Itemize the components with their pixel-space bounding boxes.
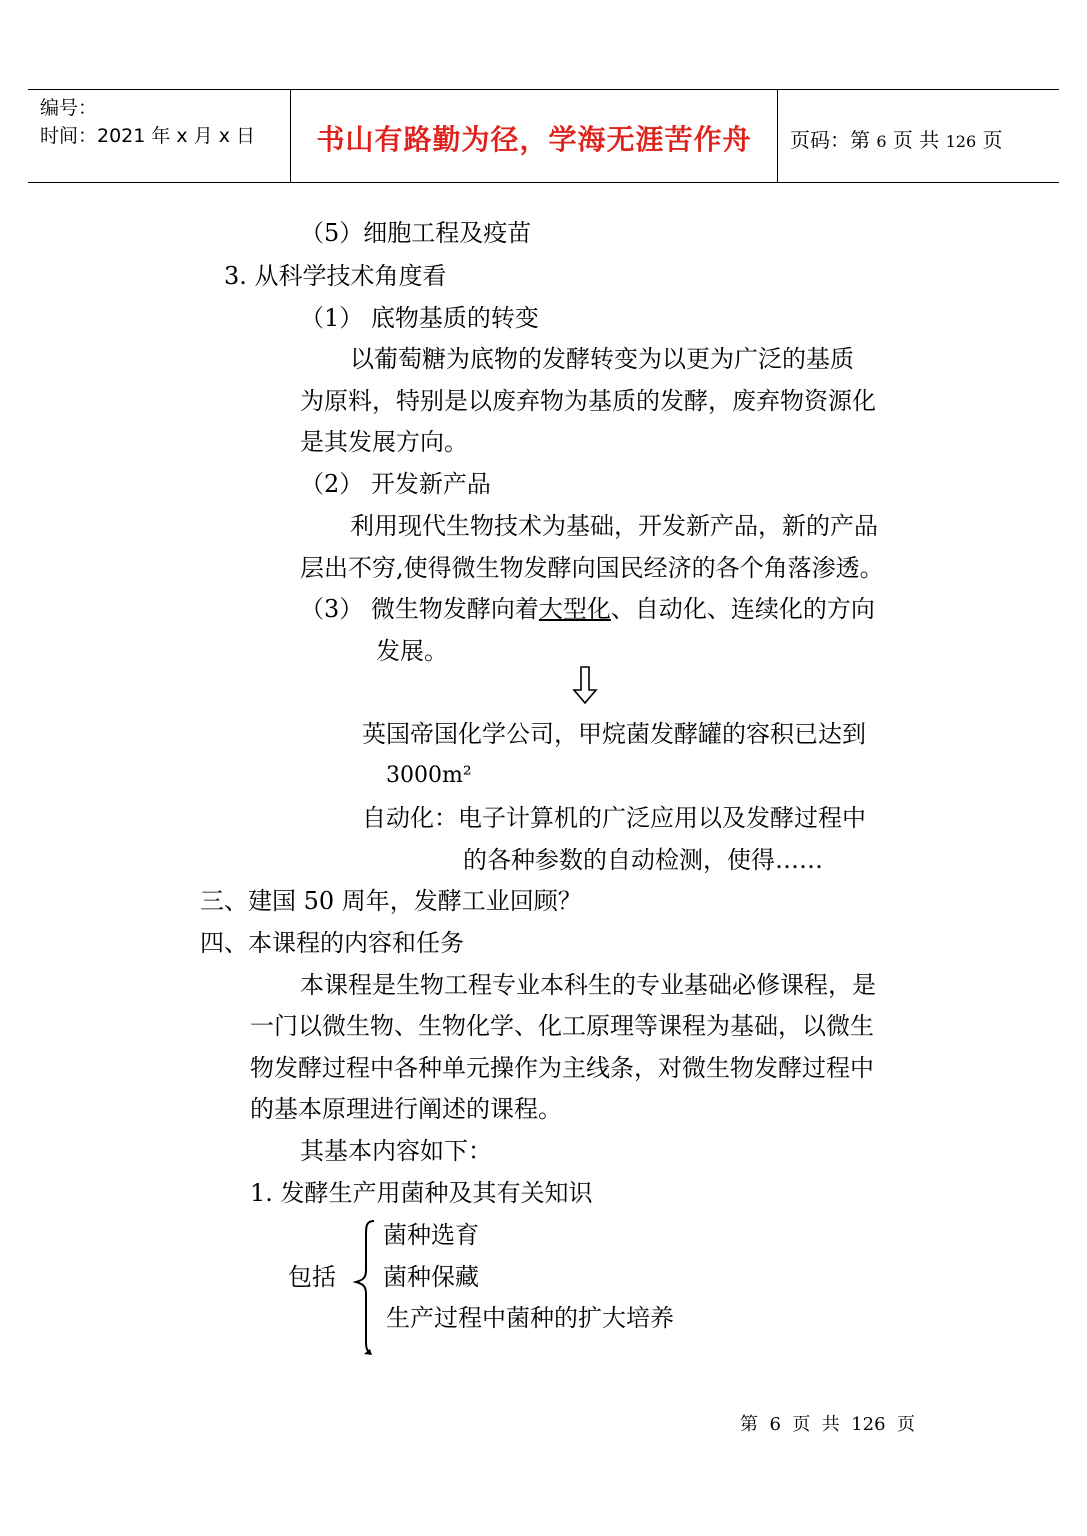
- line-cell-engineering: （5）细胞工程及疫苗: [300, 219, 532, 247]
- down-arrow-icon: [572, 666, 598, 704]
- header-top-rule: [28, 89, 1059, 90]
- para-new-product-2: 层出不穷,使得微生物发酵向国民经济的各个角落渗透。: [300, 554, 884, 582]
- header-bottom-rule: [28, 182, 1059, 183]
- page-suffix: 页: [982, 128, 1003, 152]
- header-motto: 书山有路勤为径，学海无涯苦作舟: [316, 123, 752, 156]
- sub-item-preservation: 菌种保藏: [383, 1263, 479, 1291]
- section-four-heading: 四、本课程的内容和任务: [200, 929, 464, 957]
- line-sci-tech-heading: 3. 从科学技术角度看: [224, 262, 447, 290]
- header-info: [40, 94, 255, 150]
- para-substrate-2: 为原料，特别是以废弃物为基质的发酵，废弃物资源化: [300, 387, 876, 415]
- para-course-2: 一门以微生物、生物化学、化工原理等课程为基础，以微生: [250, 1012, 874, 1040]
- trend-underlined: 大型化: [538, 595, 611, 623]
- line-substrate-heading: （1） 底物基质的转变: [300, 304, 539, 332]
- header-page-info: [790, 124, 1003, 153]
- line-content-intro: 其基本内容如下：: [300, 1137, 492, 1165]
- page-number: 6: [876, 132, 887, 151]
- sub-item-breeding: 菌种选育: [383, 1221, 479, 1249]
- trend-prefix: （3） 微生物发酵向着: [300, 595, 539, 623]
- page-mid: 页 共: [892, 128, 940, 152]
- para-course-1: 本课程是生物工程专业本科生的专业基础必修课程，是: [300, 971, 876, 999]
- code-label: 编号：: [40, 97, 98, 119]
- label-includes: 包括: [288, 1263, 336, 1291]
- para-course-4: 的基本原理进行阐述的课程。: [250, 1095, 562, 1123]
- header-divider-left: [290, 90, 291, 182]
- para-new-product-1: 利用现代生物技术为基础，开发新产品，新的产品: [350, 512, 878, 540]
- time-label: 时间：2021 年 x 月 x 日: [40, 125, 256, 147]
- line-item-1: 1. 发酵生产用菌种及其有关知识: [250, 1179, 593, 1207]
- line-volume: 3000m²: [386, 763, 472, 788]
- para-course-3: 物发酵过程中各种单元操作为主线条，对微生物发酵过程中: [250, 1054, 874, 1082]
- section-three-heading: 三、建国 50 周年，发酵工业回顾？: [200, 887, 582, 915]
- sub-item-scale-up: 生产过程中菌种的扩大培养: [386, 1304, 674, 1332]
- line-trend-heading: [300, 594, 875, 624]
- page-prefix: 页码：第: [790, 128, 870, 152]
- line-trend-end: 发展。: [376, 637, 448, 665]
- page-footer: 第 6 页 共 126 页: [740, 1414, 916, 1435]
- page-total: 126: [945, 132, 977, 151]
- line-ici-example: 英国帝国化学公司，甲烷菌发酵罐的容积已达到: [362, 720, 866, 748]
- line-automation-1: 自动化：电子计算机的广泛应用以及发酵过程中: [362, 804, 866, 832]
- para-substrate-3: 是其发展方向。: [300, 428, 468, 456]
- header-divider-right: [777, 90, 778, 182]
- line-automation-2: 的各种参数的自动检测，使得……: [463, 846, 823, 874]
- trend-suffix: 、自动化、连续化的方向: [610, 595, 875, 623]
- line-new-product-heading: （2） 开发新产品: [300, 470, 491, 498]
- para-substrate-1: 以葡萄糖为底物的发酵转变为以更为广泛的基质: [350, 345, 854, 373]
- left-brace-icon: [352, 1218, 378, 1356]
